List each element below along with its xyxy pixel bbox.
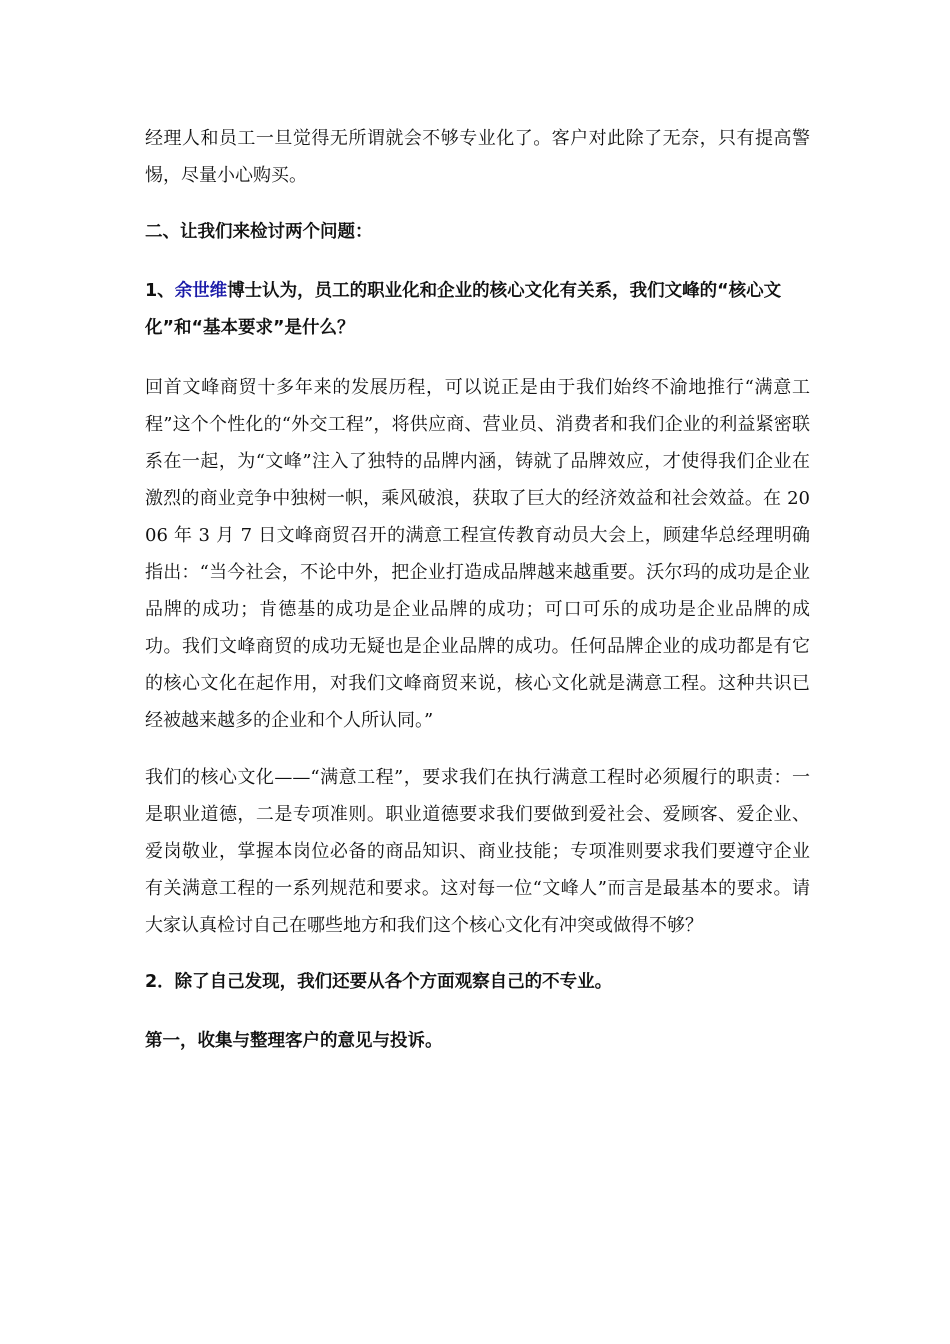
question-one-text: 博士认为，员工的职业化和企业的核心文化有关系，我们文峰的“核心文化”和“基本要求”是什么？ — [145, 281, 782, 338]
person-link-yu-shiwei[interactable]: 余世维 — [174, 281, 228, 301]
section-heading-two: 二、让我们来检讨两个问题： — [145, 222, 373, 242]
first-point-heading: 第一，收集与整理客户的意见与投诉。 — [145, 1031, 443, 1051]
intro-paragraph: 经理人和员工一旦觉得无所谓就会不够专业化了。客户对此除了无奈，只有提高警惕，尽量小心购买。 — [145, 128, 810, 186]
question-one-heading — [145, 273, 810, 347]
history-paragraph: 回首文峰商贸十多年来的发展历程，可以说正是由于我们始终不渝地推行“满意工程”这个个性化的“外交工程”，将供应商、营业员、消费者和我们企业的利益紧密联系在一起，为“文峰”注入了独特的品牌内涵，铸就了品牌效应，才使得我们企业在激烈的商业竞争中独树一帜，乘风破浪，获取了巨大的经济效益和社会效益。在 2006 年 3 月 7 日文峰商贸召开的满意工程宣传教育动员大会上，顾建华总经理明确指出：“当今社会，不论中外，把企业打造成品牌越来越重要。沃尔玛的成功是企业品牌的成功；肯德基的成功是企业品牌的成功；可口可乐的成功是企业品牌的成功。我们文峰商贸的成功无疑也是企业品牌的成功。任何品牌企业的成功都是有它的核心文化在起作用，对我们文峰商贸来说，核心文化就是满意工程。这种共识已经被越来越多的企业和个人所认同。” — [145, 377, 810, 731]
document-body — [145, 120, 810, 1082]
question-one-number: 1、 — [145, 281, 175, 301]
core-culture-paragraph: 我们的核心文化——“满意工程”，要求我们在执行满意工程时必须履行的职责：一是职业道德，二是专项准则。职业道德要求我们要做到爱社会、爱顾客、爱企业、爱岗敬业，掌握本岗位必备的商品知识、商业技能；专项准则要求我们要遵守企业有关满意工程的一系列规范和要求。这对每一位“文峰人”而言是最基本的要求。请大家认真检讨自己在哪些地方和我们这个核心文化有冲突或做得不够？ — [145, 767, 810, 936]
question-two-heading: 2．除了自己发现，我们还要从各个方面观察自己的不专业。 — [145, 972, 613, 992]
